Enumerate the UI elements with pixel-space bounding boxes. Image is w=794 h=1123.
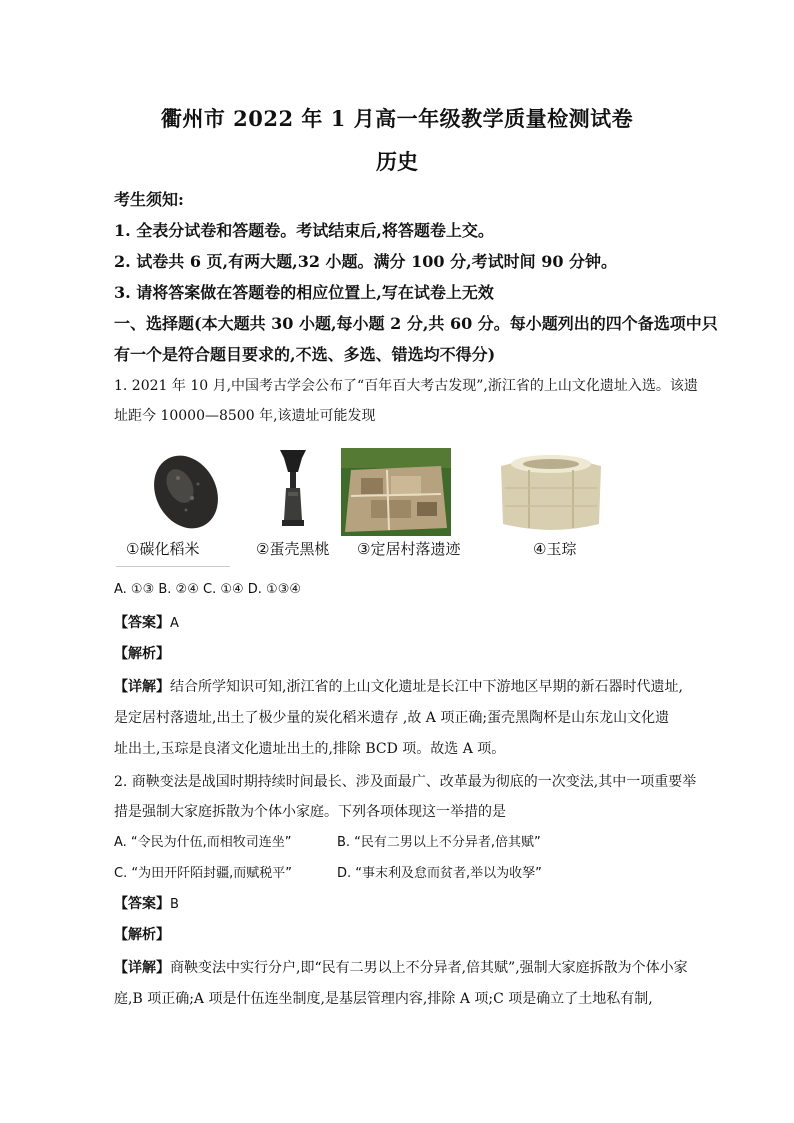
question-1-stem-cont: 址距今 10000—8500 年,该遗址可能发现 [114, 408, 376, 424]
analysis-tag: 【解析】 [114, 927, 170, 943]
figure-caption: ③定居村落遗迹 [357, 540, 461, 558]
notice-item: 1. 全表分试卷和答题卷。考试结束后,将答题卷上交。 [114, 221, 494, 240]
black-pottery-cup-image [276, 448, 310, 536]
page-title: 衢州市 2022 年 1 月高一年级教学质量检测试卷 [160, 106, 634, 131]
question-1-stem: 1. 2021 年 10 月,中国考古学会公布了“百年百大考古发现”,浙江省的上山文化遗址入选。该遗 [114, 378, 698, 394]
subject-title: 历史 [376, 149, 418, 174]
figure-caption: ①碳化稻米 [126, 540, 200, 558]
answer-tag: 【答案】 [114, 615, 170, 631]
settlement-ruins-image [341, 448, 451, 536]
analysis-tag: 【解析】 [114, 646, 170, 662]
divider [116, 566, 230, 567]
answer-value: B [170, 897, 179, 912]
detail-tag: 【详解】 [114, 960, 170, 976]
detail-line: 址出土,玉琮是良渚文化遗址出土的,排除 BCD 项。故选 A 项。 [114, 741, 506, 757]
jade-cong-image [493, 448, 609, 536]
question-2-option-d: D. “事末利及怠而贫者,举以为收孥” [337, 866, 542, 881]
question-2-option-c: C. “为田开阡陌封疆,而赋税平” [114, 866, 292, 881]
question-2-option-a: A. “令民为什伍,而相牧司连坐” [114, 835, 292, 850]
notice-heading: 考生须知: [114, 190, 184, 209]
detail-tag: 【详解】 [114, 679, 170, 695]
question-2-stem-cont: 措是强制大家庭拆散为个体小家庭。下列各项体现这一举措的是 [114, 804, 506, 820]
analysis-line [114, 643, 170, 663]
carbonized-rice-image [148, 448, 224, 536]
section-heading-cont: 有一个是符合题目要求的,不选、多选、错选均不得分) [114, 345, 496, 364]
figure-caption: ②蛋壳黑桃 [256, 540, 330, 558]
question-2-stem: 2. 商鞅变法是战国时期持续时间最长、涉及面最广、改革最为彻底的一次变法,其中一项重要举 [114, 774, 697, 790]
notice-item: 2. 试卷共 6 页,有两大题,32 小题。满分 100 分,考试时间 90 分钟。 [114, 252, 618, 271]
question-2-option-b: B. “民有二男以上不分异者,倍其赋” [337, 835, 541, 850]
detail-line [114, 957, 688, 977]
answer-tag: 【答案】 [114, 896, 170, 912]
detail-text: 商鞅变法中实行分户,即“民有二男以上不分异者,倍其赋”,强制大家庭拆散为个体小家 [170, 960, 688, 976]
analysis-line [114, 924, 170, 944]
detail-line: 是定居村落遗址,出土了极少量的炭化稻米遗存 ,故 A 项正确;蛋壳黑陶杯是山东龙山文化遗 [114, 710, 670, 726]
notice-item: 3. 请将答案做在答题卷的相应位置上,写在试卷上无效 [114, 283, 494, 302]
detail-text: 结合所学知识可知,浙江省的上山文化遗址是长江中下游地区早期的新石器时代遗址, [170, 679, 683, 695]
detail-line: 庭,B 项正确;A 项是什伍连坐制度,是基层管理内容,排除 A 项;C 项是确立了土地私有制, [114, 991, 653, 1007]
question-1-options: A. ①③ B. ②④ C. ①④ D. ①③④ [114, 582, 302, 597]
figure-caption: ④玉琮 [533, 540, 577, 558]
detail-line [114, 676, 683, 696]
answer-line [114, 893, 179, 913]
section-heading: 一、选择题(本大题共 30 小题,每小题 2 分,共 60 分。每小题列出的四个备选项中只 [114, 314, 718, 333]
answer-value: A [170, 616, 179, 631]
answer-line [114, 612, 179, 632]
